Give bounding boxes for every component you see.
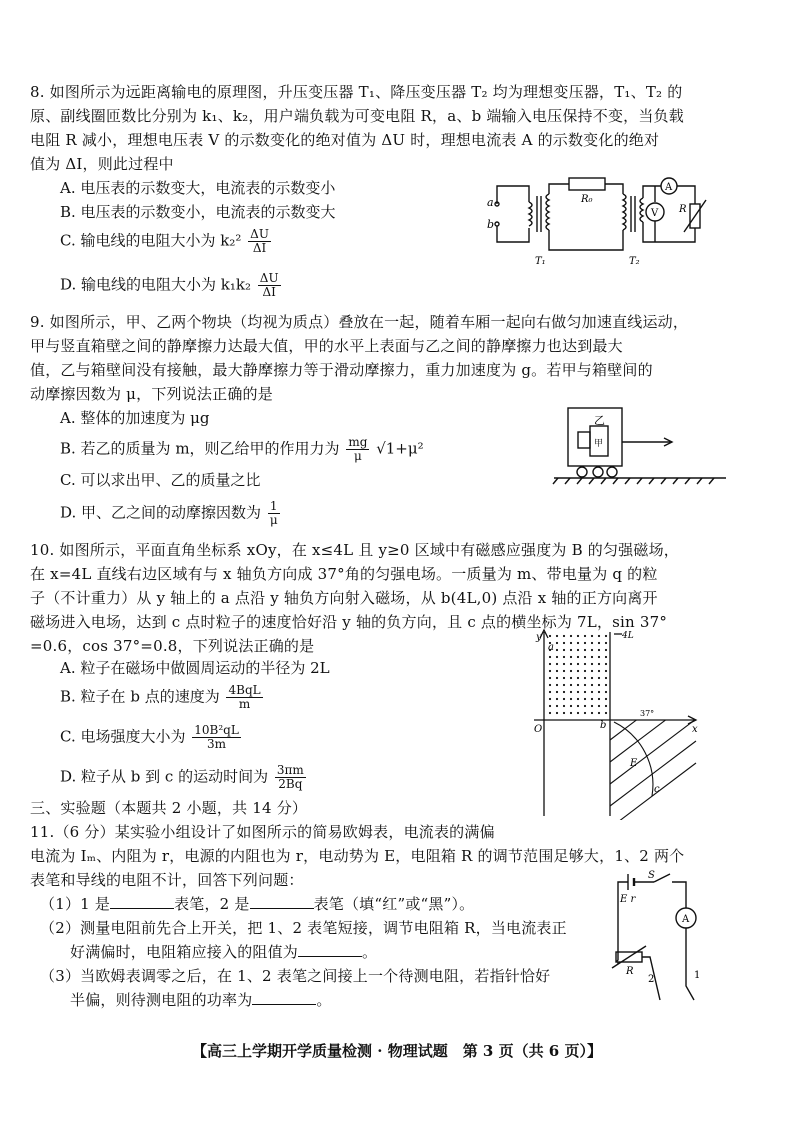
q8-transmission-circuit-diagram: [485, 172, 710, 268]
q11-blank-1: [110, 894, 174, 909]
magnetic-field-dot: [556, 684, 558, 686]
magnetic-field-dot: [591, 712, 593, 714]
q11-line-2: 电流为 Iₘ、内阻为 r，电源的内阻也为 r，电动势为 E，电阻箱 R 的调节范围足够大，1、2 两个: [30, 847, 685, 865]
magnetic-field-dot: [598, 656, 600, 658]
q10-option-a: A. 粒子在磁场中做圆周运动的半径为 2L: [60, 659, 330, 677]
q8-line-3: 电阻 R 减小，理想电压表 V 的示数变化的绝对值为 ΔU 时，理想电流表 A 的示数变化的绝对: [30, 131, 660, 149]
magnetic-field-dot: [577, 691, 579, 693]
q10-b-fraction: $\frac{\text{4BqL}}{m}$: [228, 683, 261, 711]
magnetic-field-dot: [591, 642, 593, 644]
magnetic-field-dot: [591, 705, 593, 707]
magnetic-field-dot: [577, 656, 579, 658]
magnetic-field-dot: [570, 663, 572, 665]
magnetic-field-dot: [584, 705, 586, 707]
magnetic-field-dot: [584, 698, 586, 700]
q8-d-fraction: $\frac{\Delta U}{\Delta I}$: [259, 271, 279, 299]
q8-ammeter-label: A: [665, 182, 673, 193]
q11-label-s: S: [648, 870, 655, 881]
magnetic-field-dot: [605, 684, 607, 686]
magnetic-field-dot: [591, 677, 593, 679]
q10-line-5: =0.6，cos 37°=0.8，下列说法正确的是: [30, 637, 315, 655]
magnetic-field-dot: [563, 712, 565, 714]
page-footer: 【高三上学期开学质量检测 · 物理试题 第 3 页（共 6 页）】: [192, 1042, 602, 1060]
magnetic-field-dot: [556, 712, 558, 714]
magnetic-field-dot: [556, 663, 558, 665]
magnetic-field-dot: [556, 649, 558, 651]
q10-d-fraction: $\frac{3\pi m}{2Bq}$: [276, 763, 304, 791]
electric-field-line: [610, 697, 696, 762]
magnetic-field-dot: [577, 635, 579, 637]
magnetic-field-dot: [605, 670, 607, 672]
q10-label-4l: 4L: [622, 631, 634, 641]
magnetic-field-dot: [577, 642, 579, 644]
magnetic-field-dot: [549, 705, 551, 707]
magnetic-field-dot: [577, 663, 579, 665]
magnetic-field-dot: [584, 642, 586, 644]
q11-ohmmeter-circuit-diagram: [598, 868, 728, 1008]
q10-label-x: x: [692, 724, 698, 735]
magnetic-field-dot: [570, 649, 572, 651]
magnetic-field-dot: [570, 684, 572, 686]
magnetic-field-dot: [591, 698, 593, 700]
q9-line-3: 值，乙与箱壁间没有接触，最大静摩擦力等于滑动摩擦力，重力加速度为 g。若甲与箱壁间的: [30, 361, 653, 379]
q11-label-er: E r: [620, 894, 636, 905]
magnetic-field-dot: [549, 670, 551, 672]
q8-label-b: b: [487, 218, 495, 231]
magnetic-field-dot: [563, 649, 565, 651]
q10-label-c: c: [654, 784, 660, 795]
magnetic-field-dot: [563, 705, 565, 707]
magnetic-field-dot: [598, 649, 600, 651]
magnetic-field-dot: [556, 635, 558, 637]
magnetic-field-dot: [563, 691, 565, 693]
magnetic-field-dot: [570, 705, 572, 707]
q8-voltmeter-label: V: [651, 208, 659, 219]
magnetic-field-dot: [591, 656, 593, 658]
magnetic-field-dot: [563, 663, 565, 665]
magnetic-field-dot: [605, 642, 607, 644]
q10-field-diagram: [530, 628, 700, 820]
q11-label-r: R: [626, 966, 634, 977]
magnetic-field-dot: [605, 677, 607, 679]
magnetic-field-dot: [591, 649, 593, 651]
q8-option-b: B. 电压表的示数变小，电流表的示数变大: [60, 203, 336, 221]
magnetic-field-dot: [584, 670, 586, 672]
q10-line-3: 子（不计重力）从 y 轴上的 a 点沿 y 轴负方向射入磁场，从 b(4L,0) 点沿 x 轴的正方向离开: [30, 589, 658, 607]
q9-d-fraction: $\frac{1}{\mu}$: [269, 499, 278, 527]
q9-b-root: √1+μ²: [376, 439, 424, 458]
magnetic-field-dot: [605, 635, 607, 637]
magnetic-field-dot: [549, 691, 551, 693]
q11-part-3-line-2: 半偏，则待测电阻的功率为 。: [70, 991, 332, 1009]
q11-part-2-line-1: （2）测量电阻前先合上开关，把 1、2 表笔短接，调节电阻箱 R，当电流表正: [40, 919, 567, 937]
magnetic-field-dot: [605, 691, 607, 693]
q8-label-t1: T₁: [535, 256, 546, 267]
q10-option-c: C. 电场强度大小为 $\frac{\text{10B²qL}}{3m}$: [60, 723, 239, 751]
q8-line-2: 原、副线圈匝数比分别为 k₁、k₂，用户端负载为可变电阻 R，a、b 端输入电压保持不变，当负载: [30, 107, 684, 125]
q9-option-b: B. 若乙的质量为 m，则乙给甲的作用力为 $\frac{mg}{\mu}$ √1+μ²: [60, 435, 424, 463]
magnetic-field-dot: [598, 705, 600, 707]
magnetic-field-dot: [591, 663, 593, 665]
electric-field-line: [610, 719, 696, 784]
magnetic-field-dot: [591, 691, 593, 693]
q8-line-4: 值为 ΔI，则此过程中: [30, 155, 174, 173]
magnetic-field-dot: [577, 698, 579, 700]
magnetic-field-dot: [556, 698, 558, 700]
q9-line-4: 动摩擦因数为 μ，下列说法正确的是: [30, 385, 273, 403]
magnetic-field-dot: [570, 712, 572, 714]
magnetic-field-dot: [598, 677, 600, 679]
magnetic-field-dot: [570, 677, 572, 679]
magnetic-field-dot: [570, 670, 572, 672]
q9-label-jia: 甲: [594, 439, 604, 449]
q11-blank-3: [298, 942, 362, 957]
magnetic-field-dot: [591, 684, 593, 686]
q10-line-2: 在 x=4L 直线右边区域有与 x 轴负方向成 37°角的匀强电场。一质量为 m、带电量为 q 的粒: [30, 565, 658, 583]
magnetic-field-dot: [598, 635, 600, 637]
magnetic-field-dot: [570, 656, 572, 658]
magnetic-field-dot: [584, 635, 586, 637]
magnetic-field-dot: [598, 684, 600, 686]
magnetic-field-dot: [584, 663, 586, 665]
magnetic-field-dot: [605, 663, 607, 665]
magnetic-field-dot: [598, 712, 600, 714]
magnetic-field-dot: [549, 684, 551, 686]
magnetic-field-dot: [577, 684, 579, 686]
magnetic-field-dot: [556, 691, 558, 693]
section-header-experiments: 三、实验题（本题共 2 小题，共 14 分）: [30, 799, 308, 817]
magnetic-field-dot: [563, 670, 565, 672]
magnetic-field-dot: [584, 691, 586, 693]
q8-option-d: D. 输电线的电阻大小为 k₁k₂ $\frac{\Delta U}{\Delta I}$: [60, 271, 279, 299]
magnetic-field-dot: [563, 642, 565, 644]
q11-part-2-line-2: 好满偏时，电阻箱应接入的阻值为 。: [70, 943, 378, 961]
q8-option-a: A. 电压表的示数变大，电流表的示数变小: [60, 179, 336, 197]
magnetic-field-dot: [605, 712, 607, 714]
q10-option-b: B. 粒子在 b 点的速度为 $\frac{\text{4BqL}}{m}$: [60, 683, 261, 711]
magnetic-field-dot: [598, 663, 600, 665]
q11-label-pen-1: 1: [694, 970, 701, 981]
magnetic-field-dot: [563, 635, 565, 637]
magnetic-field-dot: [563, 677, 565, 679]
magnetic-field-dot: [591, 670, 593, 672]
q11-blank-4: [252, 990, 316, 1005]
magnetic-field-dot: [570, 691, 572, 693]
magnetic-field-dot: [605, 698, 607, 700]
magnetic-field-dot: [563, 698, 565, 700]
magnetic-field-dot: [549, 656, 551, 658]
magnetic-field-dot: [584, 656, 586, 658]
magnetic-field-dot: [591, 635, 593, 637]
magnetic-field-dot: [598, 691, 600, 693]
electric-field-line: [610, 675, 696, 740]
magnetic-field-dot: [598, 642, 600, 644]
magnetic-field-dot: [577, 712, 579, 714]
q9-b-fraction: $\frac{mg}{\mu}$: [348, 435, 368, 463]
q9-line-1: 9. 如图所示，甲、乙两个物块（均视为质点）叠放在一起，随着车厢一起向右做匀加速直线运动，: [30, 313, 689, 331]
magnetic-field-dot: [577, 677, 579, 679]
magnetic-field-dot: [598, 698, 600, 700]
magnetic-field-dot: [556, 642, 558, 644]
magnetic-field-dot: [577, 705, 579, 707]
q10-label-b: b: [600, 720, 607, 731]
magnetic-field-dot: [584, 649, 586, 651]
magnetic-field-dot: [570, 635, 572, 637]
magnetic-field-dot: [577, 670, 579, 672]
q10-line-1: 10. 如图所示，平面直角坐标系 xOy，在 x≤4L 且 y≥0 区域中有磁感应强度为 B 的匀强磁场，: [30, 541, 679, 559]
magnetic-field-dot: [584, 684, 586, 686]
magnetic-field-dot: [556, 670, 558, 672]
q8-label-r0: R₀: [581, 194, 593, 205]
magnetic-field-dot: [570, 698, 572, 700]
q8-label-a: a: [487, 196, 494, 209]
q11-label-pen-2: 2: [648, 974, 655, 985]
magnetic-field-dot: [584, 677, 586, 679]
q8-option-c: C. 输电线的电阻大小为 k₂² $\frac{\Delta U}{\Delta I}$: [60, 227, 269, 255]
magnetic-field-dot: [563, 656, 565, 658]
q8-line-1: 8. 如图所示为远距离输电的原理图，升压变压器 T₁、降压变压器 T₂ 均为理想变压器，T₁、T₂ 的: [30, 83, 683, 101]
magnetic-field-dot: [605, 705, 607, 707]
q9-line-2: 甲与竖直箱壁之间的静摩擦力达最大值，甲的水平上表面与乙之间的静摩擦力也达到最大: [30, 337, 623, 355]
magnetic-field-dot: [570, 642, 572, 644]
magnetic-field-dot: [577, 649, 579, 651]
q10-label-o: O: [534, 724, 543, 735]
q11-line-1: 11.（6 分）某实验小组设计了如图所示的简易欧姆表，电流表的满偏: [30, 823, 495, 841]
q11-part-3-line-1: （3）当欧姆表调零之后，在 1、2 表笔之间接上一个待测电阻，若指针恰好: [40, 967, 551, 985]
q8-c-fraction: $\frac{\Delta U}{\Delta I}$: [250, 227, 269, 255]
q8-label-r: R: [679, 204, 687, 215]
q9-label-yi: 乙: [594, 414, 605, 427]
magnetic-field-dot: [563, 684, 565, 686]
magnetic-field-dot: [549, 663, 551, 665]
q10-option-d: D. 粒子从 b 到 c 的运动时间为 $\frac{3\pi m}{2Bq}$: [60, 763, 304, 791]
magnetic-field-dot: [549, 635, 551, 637]
q10-c-fraction: $\frac{\text{10B²qL}}{3m}$: [194, 723, 239, 751]
magnetic-field-dot: [549, 698, 551, 700]
magnetic-field-dot: [556, 677, 558, 679]
q11-part-1: （1）1 是 表笔，2 是 表笔（填“红”或“黑”）。: [40, 895, 475, 913]
q11-line-3: 表笔和导线的电阻不计，回答下列问题：: [30, 871, 304, 889]
magnetic-field-dot: [556, 656, 558, 658]
magnetic-field-dot: [584, 712, 586, 714]
q11-blank-2: [250, 894, 314, 909]
magnetic-field-dot: [598, 670, 600, 672]
q10-line-4: 磁场进入电场，达到 c 点时粒子的速度恰好沿 y 轴的负方向，且 c 点的横坐标为 7L，sin 37°: [30, 613, 668, 631]
q9-cart-diagram: [550, 400, 730, 484]
q10-label-e: E: [630, 758, 638, 769]
magnetic-field-dot: [549, 677, 551, 679]
magnetic-field-dot: [549, 712, 551, 714]
q10-label-angle: 37°: [640, 709, 655, 718]
q10-label-y: y: [536, 632, 542, 643]
q10-label-a: a: [548, 642, 554, 653]
q9-option-a: A. 整体的加速度为 μg: [60, 409, 210, 427]
magnetic-field-dot: [605, 656, 607, 658]
magnetic-field-dot: [556, 705, 558, 707]
q9-option-d: D. 甲、乙之间的动摩擦因数为 $\frac{1}{\mu}$: [60, 499, 278, 527]
q9-option-c: C. 可以求出甲、乙的质量之比: [60, 471, 261, 489]
q8-label-t2: T₂: [629, 256, 640, 267]
magnetic-field-dot: [605, 649, 607, 651]
q11-ammeter-label: A: [682, 914, 690, 925]
